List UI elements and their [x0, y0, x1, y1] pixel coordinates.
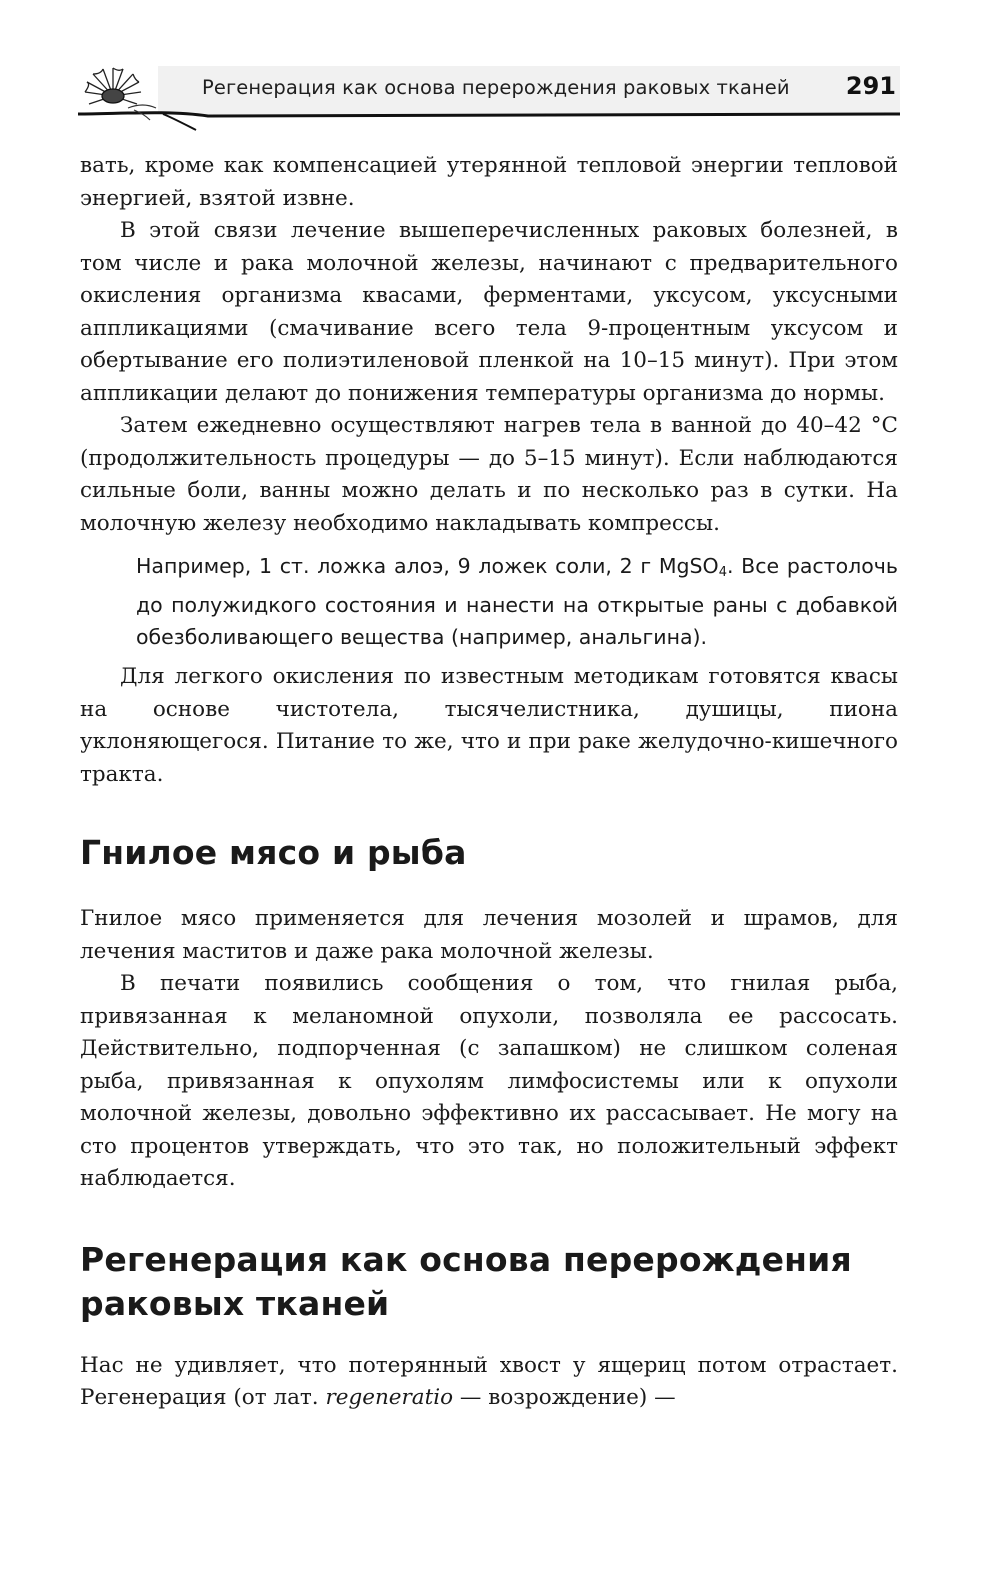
paragraph: вать, кроме как компенсацией утерянной тепловой энергии тепловой энергией, взятой извне.	[80, 153, 898, 211]
note-text: Например, 1 ст. ложка алоэ, 9 ложек соли, 2 г MgSO	[136, 554, 719, 578]
section-heading: Регенерация как основа перерождения раковых тканей	[80, 1239, 852, 1323]
paragraph: Затем ежедневно осуществляют нагрев тела в ванной до 40–42 °C (продолжительность процедуры — до 5–15 минут). Если наблюдаются сильные боли, ванны можно делать и по несколько раз в сутки. На молочную железу необходимо накладывать компрессы.	[80, 413, 898, 536]
note-text: . Все растолочь до полужидкого состояния и нанести на открытые раны с добавкой обезболивающего вещества (например, анальгина).	[136, 554, 898, 649]
section-heading: Гнилое мясо и рыба	[80, 833, 467, 872]
page-number: 291	[845, 72, 896, 100]
latin-term: regeneratio	[325, 1385, 454, 1410]
paragraph-text: — возрождение) —	[453, 1385, 676, 1410]
recipe-note	[136, 550, 898, 653]
paragraph: В этой связи лечение вышеперечисленных раковых болезней, в том числе и рака молочной железы, начинают с предварительного окисления организма квасами, ферментами, уксусом, уксусными аппликациями (смачивание всего тела 9-процентным уксусом и обертывание его полиэтиленовой пленкой на 10–15 минут). При этом аппликации делают до понижения температуры организма до нормы.	[80, 218, 898, 406]
paragraph-text: Нас не удивляет, что потерянный хвост у ящериц потом отрастает. Регенерация (от лат.	[80, 1352, 898, 1410]
paragraph	[80, 1350, 898, 1415]
subscript: 4	[718, 565, 727, 580]
paragraph: В печати появились сообщения о том, что гнилая рыба, привязанная к меланомной опухоли, позволяла ее рассосать. Действительно, подпорченная (с запашком) не слишком соленая рыба, привязанная к опухолям лимфосистемы или к опухоли молочной железы, довольно эффективно их рассасывает. Не могу на сто процентов утверждать, что это так, но положительный эффект наблюдается.	[80, 971, 898, 1191]
paragraph: Для легкого окисления по известным методикам готовятся квасы на основе чистотела, тысячелистника, душицы, пиона уклоняющегося. Питание то же, что и при раке желудочно-кишечного тракта.	[80, 664, 898, 787]
running-title: Регенерация как основа перерождения раковых тканей	[202, 76, 790, 99]
page-body	[80, 150, 898, 1415]
running-header	[78, 58, 900, 133]
paragraph: Гнилое мясо применяется для лечения мозолей и шрамов, для лечения маститов и даже рака молочной железы.	[80, 906, 898, 964]
